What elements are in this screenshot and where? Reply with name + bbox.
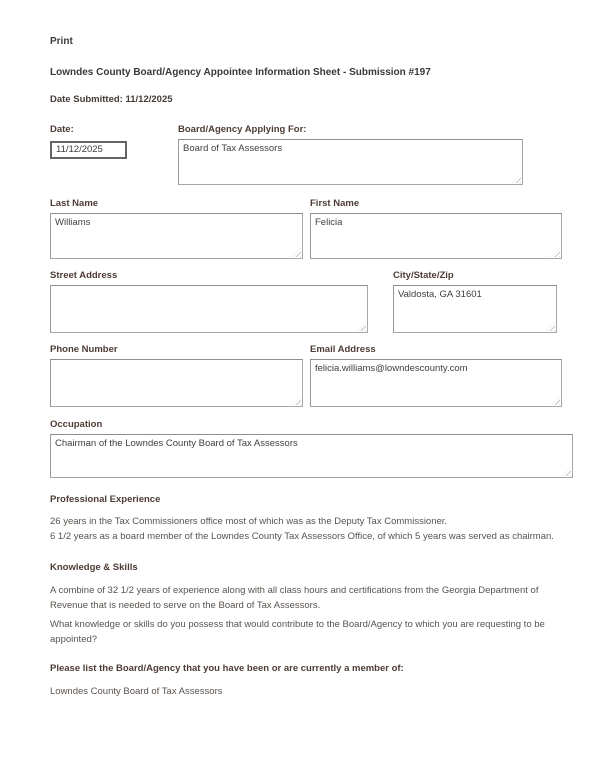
date-submitted-value: 11/12/2025 — [125, 94, 173, 105]
phone-number-textarea[interactable] — [50, 359, 303, 407]
form-row-occupation — [50, 419, 600, 478]
membership-value: Lowndes County Board of Tax Assessors — [50, 686, 223, 697]
membership-heading: Please list the Board/Agency that you have been or are currently a member of: — [50, 663, 404, 674]
page-title: Lowndes County Board/Agency Appointee Information Sheet - Submission #197 — [50, 67, 431, 78]
city-state-zip-textarea[interactable] — [393, 285, 557, 333]
email-address-textarea[interactable] — [310, 359, 562, 407]
street-address-textarea[interactable] — [50, 285, 368, 333]
last-name-textarea[interactable] — [50, 213, 303, 259]
section-knowledge-skills — [50, 562, 600, 647]
phone-number-label: Phone Number — [50, 344, 118, 355]
occupation-textarea[interactable] — [50, 434, 573, 478]
experience-line: 6 1/2 years as a board member of the Lowndes County Tax Assessors Office, of which 5 years was served as chairman. — [50, 531, 554, 542]
first-name-textarea[interactable] — [310, 213, 562, 259]
knowledge-skills-line: A combine of 32 1/2 years of experience along with all class hours and certifications from the Georgia Department of — [50, 585, 539, 596]
date-input[interactable] — [50, 141, 127, 159]
section-professional-experience — [50, 494, 600, 544]
experience-line: 26 years in the Tax Commissioners office most of which was as the Deputy Tax Commissioner. — [50, 516, 448, 527]
knowledge-skills-heading: Knowledge & Skills — [50, 562, 138, 573]
city-state-zip-label: City/State/Zip — [393, 270, 454, 281]
occupation-label: Occupation — [50, 419, 103, 430]
knowledge-skills-line: What knowledge or skills do you possess that would contribute to the Board/Agency to which you are requesting to be — [50, 619, 545, 630]
form-row-name — [50, 198, 600, 259]
print-button[interactable]: Print — [50, 36, 73, 47]
first-name-label: First Name — [310, 198, 360, 209]
street-address-label: Street Address — [50, 270, 118, 281]
date-submitted — [50, 94, 600, 105]
board-agency-textarea[interactable] — [178, 139, 523, 185]
knowledge-skills-line: Revenue that is needed to serve on the Board of Tax Assessors. — [50, 600, 321, 611]
form-row-address — [50, 270, 600, 333]
form-row-contact — [50, 344, 600, 407]
date-label: Date: — [50, 124, 74, 135]
knowledge-skills-line: appointed? — [50, 634, 98, 645]
professional-experience-heading: Professional Experience — [50, 494, 161, 505]
last-name-label: Last Name — [50, 198, 99, 209]
email-address-label: Email Address — [310, 344, 376, 355]
section-membership — [50, 663, 600, 699]
board-agency-label: Board/Agency Applying For: — [178, 124, 307, 135]
form-row-date-board — [50, 124, 600, 185]
date-submitted-label: Date Submitted: — [50, 94, 123, 105]
